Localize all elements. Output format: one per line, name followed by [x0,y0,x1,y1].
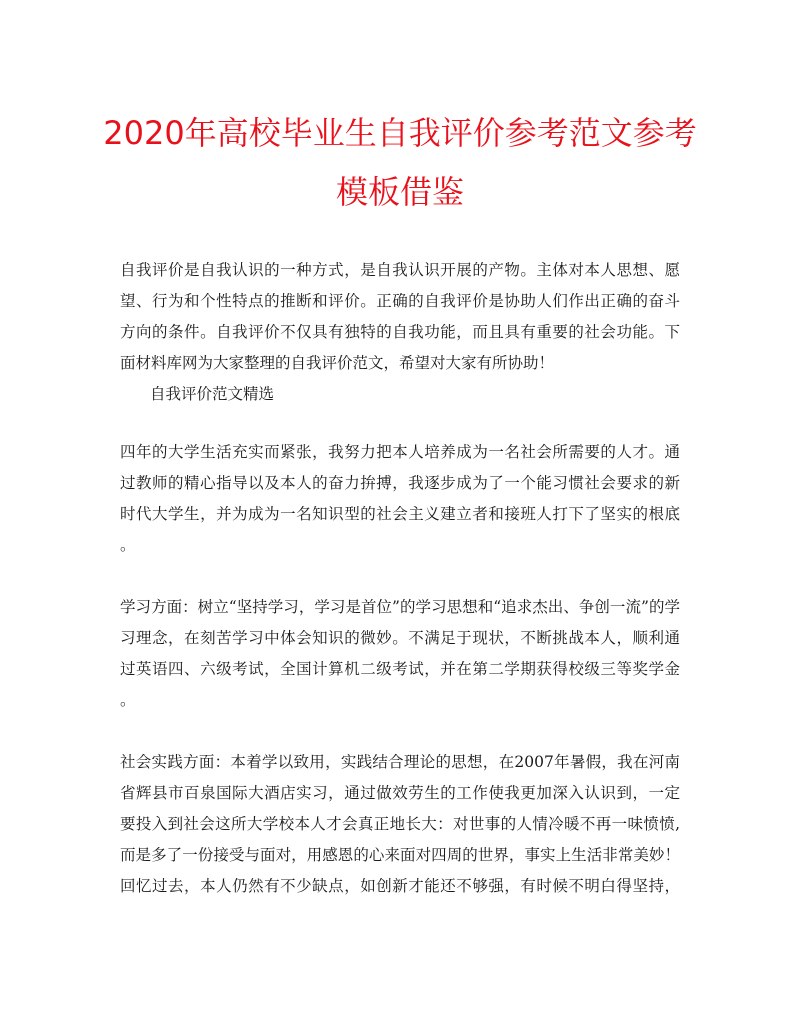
paragraph-line: 过教师的精心指导以及本人的奋力拚搏，我逐步成为了一个能习惯社会要求的新 [120,474,680,492]
document-title-line-1: 2020年高校毕业生自我评价参考范文参考 [103,114,697,152]
paragraph-line: 方向的条件。自我评价不仅具有独特的自我功能，而且具有重要的社会功能。下 [120,323,680,341]
paragraph-line: 自我评价是自我认识的一种方式，是自我认识开展的产物。主体对本人思想、愿 [120,261,680,279]
paragraph-line: 。 [120,536,136,554]
paragraph-line: 省辉县市百泉国际大酒店实习，通过做效劳生的工作使我更加深入认识到，一定 [120,784,680,802]
paragraph-line: 而是多了一份接受与面对，用感恩的心来面对四周的世界，事实上生活非常美妙！ [120,846,680,864]
paragraph-line: 。 [120,691,136,709]
document-title-line-2: 模板借鉴 [335,173,464,211]
paragraph-line: 望、行为和个性特点的推断和评价。正确的自我评价是协助人们作出正确的奋斗 [120,292,680,310]
paragraph-line: 面材料库网为大家整理的自我评价范文，希望对大家有所协助！ [120,354,555,372]
section-heading-text: 自我评价范文精选 [150,385,275,403]
paragraph-line: 要投入到社会这所大学校本人才会真正地长大：对世事的人情冷暖不再一味愤愤, [120,815,680,833]
paragraph-line: 过英语四、六级考试，全国计算机二级考试，并在第二学期获得校级三等奖学金 [120,660,680,678]
paragraph-line: 时代大学生，并为成为一名知识型的社会主义建立者和接班人打下了坚实的根底 [120,505,680,523]
paragraph-line: 四年的大学生活充实而紧张，我努力把本人培养成为一名社会所需要的人才。通 [120,443,680,461]
paragraph-line: 学习方面：树立“坚持学习，学习是首位”的学习思想和“追求杰出、争创一流”的学 [120,598,680,616]
paragraph-line: 回忆过去，本人仍然有不少缺点，如创新才能还不够强，有时候不明白得坚持， [120,877,680,895]
paragraph-line: 社会实践方面：本着学以致用，实践结合理论的思想，在2007年暑假，我在河南 [120,753,680,771]
paragraph-line: 习理念，在刻苦学习中体会知识的微妙。不满足于现状，不断挑战本人，顺利通 [120,629,680,647]
